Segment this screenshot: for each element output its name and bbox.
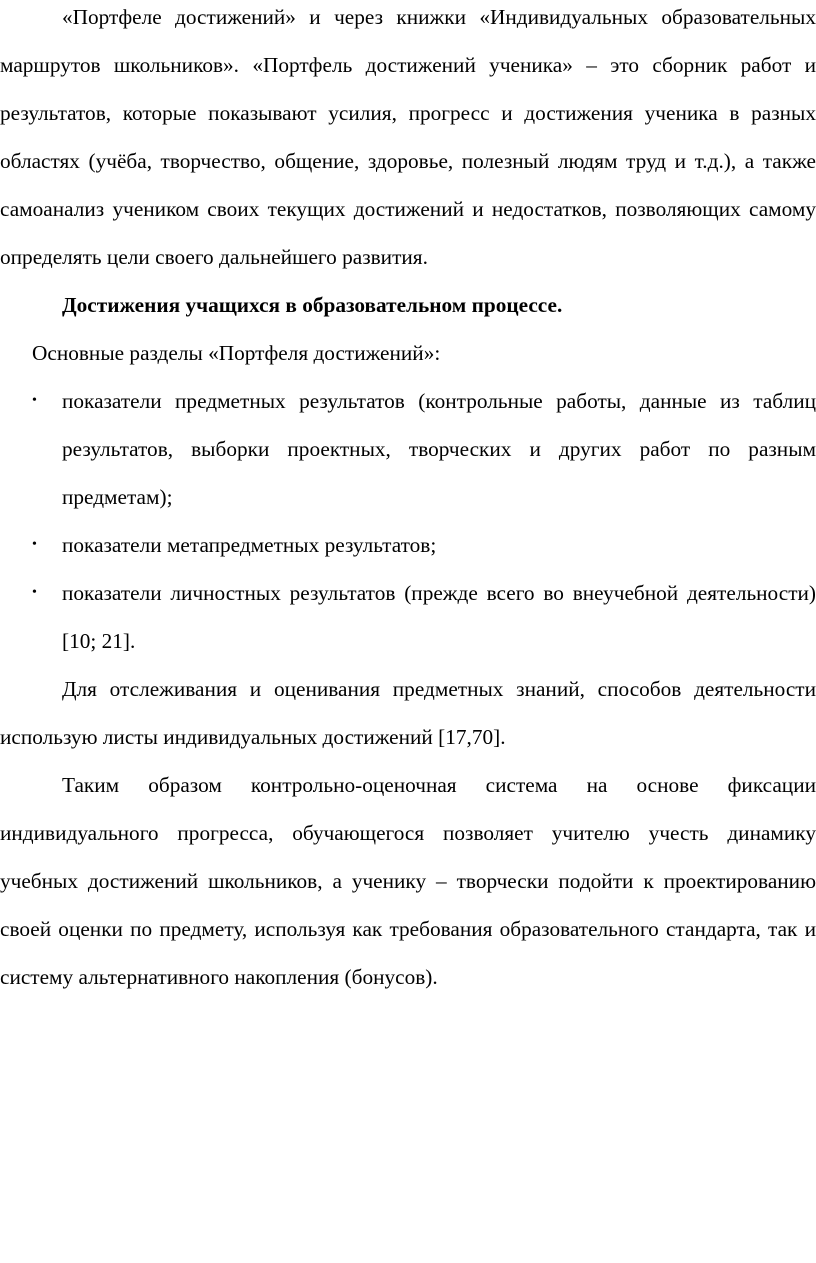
list-item-text: показатели личностных результатов (прежде всего во внеучебной деятельности) [10; 21]. [62,581,816,653]
bullet-icon: • [32,393,37,408]
list-item [0,569,816,665]
portfolio-sections-list [0,377,816,665]
list-item [0,521,816,569]
conclusion-paragraph: Таким образом контрольно-оценочная система на основе фиксации индивидуального прогресса, обучающегося позволяет учителю учесть динамику учебных достижений школьников, а ученику – творчески подойти к проектированию своей оценки по предмету, используя как требования образовательного стандарта, так и систему альтернативного накопления (бонусов). [0,773,816,989]
bullet-icon: • [32,537,37,552]
tracking-paragraph: Для отслеживания и оценивания предметных знаний, способов деятельности использую листы индивидуальных достижений [17,70]. [0,677,816,749]
bullet-icon: • [32,585,37,600]
list-item [0,377,816,521]
sections-lead-text: Основные разделы «Портфеля достижений»: [32,341,441,365]
list-item-text: показатели метапредметных результатов; [62,533,437,557]
section-heading: Достижения учащихся в образовательном процессе. [62,293,563,317]
portfolio-definition-paragraph: «Портфеле достижений» и через книжки «Индивидуальных образовательных маршрутов школьников». «Портфель достижений ученика» – это сборник работ и результатов, которые показывают усилия, прогресс и достижения ученика в разных областях (учёба, творчество, общение, здоровье, полезный людям труд и т.д.), а также самоанализ учеником своих текущих достижений и недостатков, позволяющих самому определять цели своего дальнейшего развития. [0,5,816,269]
list-item-text: показатели предметных результатов (контрольные работы, данные из таблиц результатов, выборки проектных, творческих и других работ по разным предметам); [62,389,816,509]
